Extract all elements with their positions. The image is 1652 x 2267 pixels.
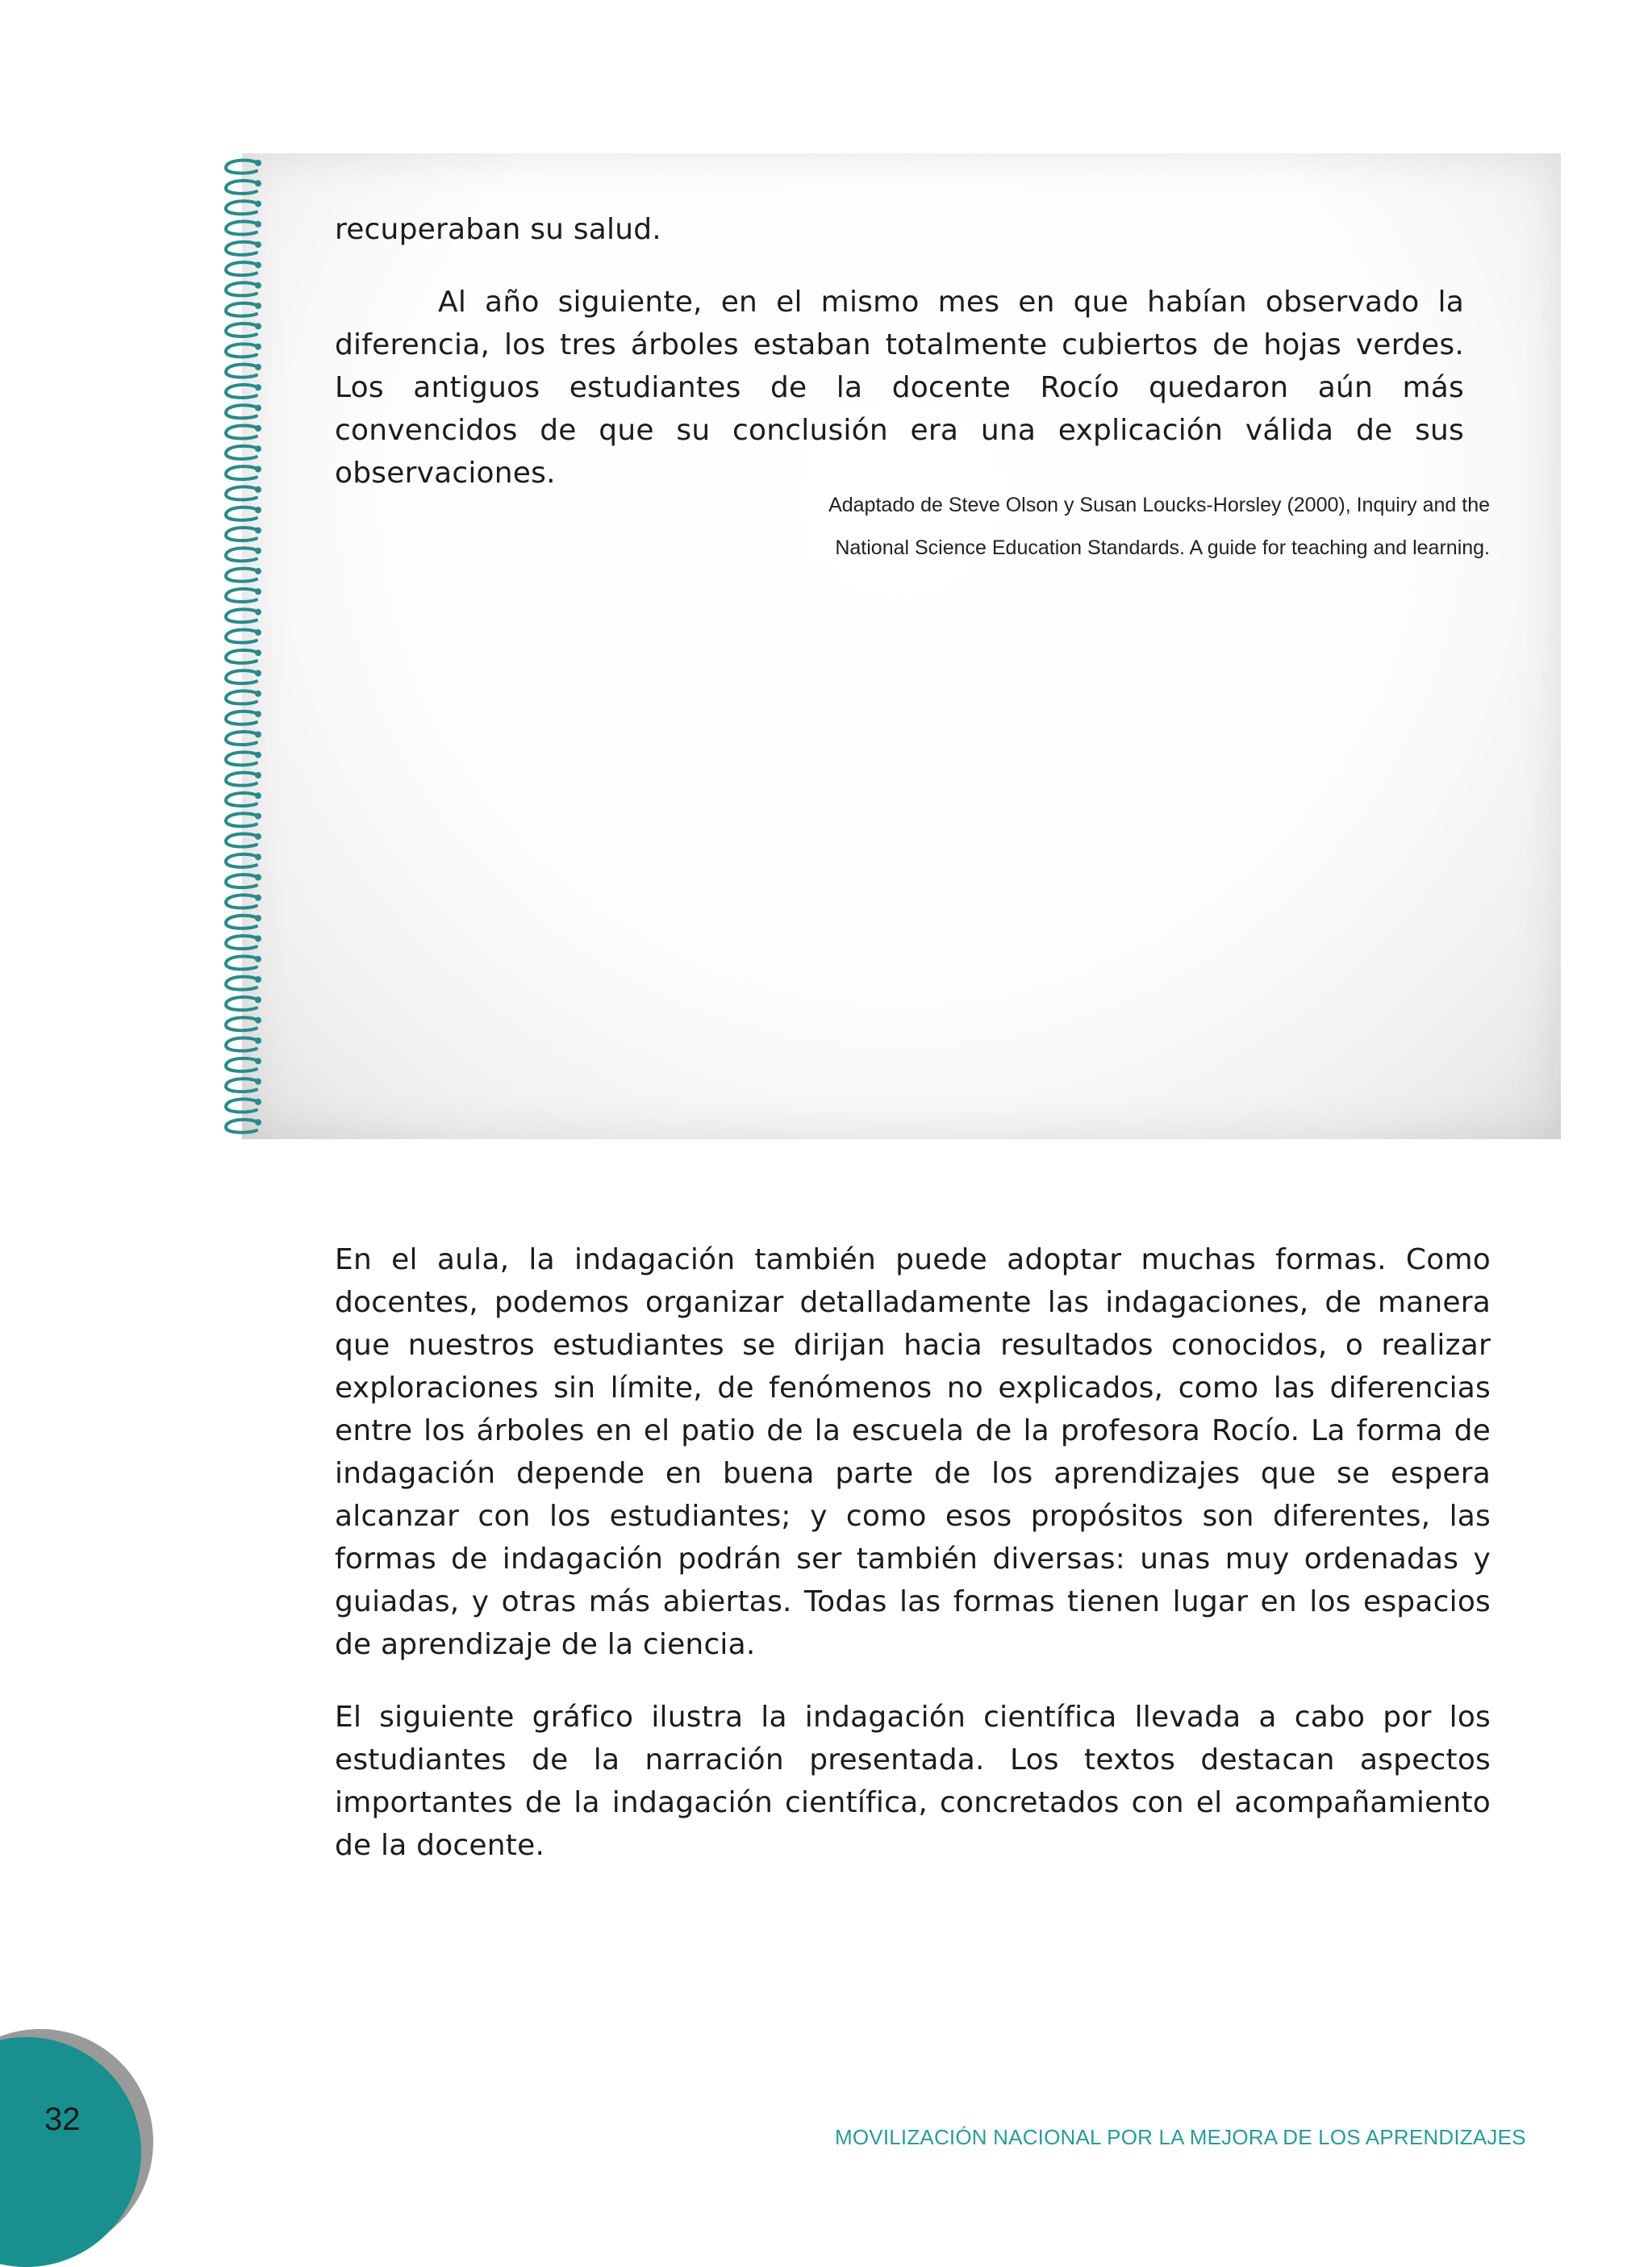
spiral-coil xyxy=(226,466,258,479)
spiral-coil xyxy=(226,324,258,336)
spiral-binding xyxy=(219,155,268,1139)
spiral-hole xyxy=(255,1058,261,1064)
spiral-hole xyxy=(255,996,261,1003)
spiral-coil xyxy=(226,875,258,887)
spiral-coil xyxy=(226,956,258,969)
spiral-coil xyxy=(226,732,258,745)
spiral-hole xyxy=(255,201,261,207)
citation-line-2: National Science Education Standards. A guide for teaching and learning. xyxy=(835,536,1490,559)
spiral-coil xyxy=(226,344,258,357)
spiral-coil xyxy=(226,282,258,295)
spiral-coil xyxy=(226,446,258,459)
spiral-hole xyxy=(255,833,261,840)
spiral-hole xyxy=(255,895,261,901)
spiral-coil xyxy=(226,486,258,499)
spiral-hole xyxy=(255,813,261,820)
spiral-coil xyxy=(226,650,258,663)
citation-line-1: Adaptado de Steve Olson y Susan Loucks-Horsley (2000), Inquiry and the xyxy=(828,494,1490,516)
spiral-coil xyxy=(226,569,258,582)
spiral-hole xyxy=(255,384,261,390)
spiral-coil xyxy=(226,1099,258,1112)
spiral-hole xyxy=(255,1037,261,1044)
spiral-hole xyxy=(255,282,261,289)
spiral-coil xyxy=(226,262,258,275)
spiral-coil xyxy=(226,691,258,703)
spiral-hole xyxy=(255,344,261,350)
spiral-coil xyxy=(226,385,258,398)
spiral-hole xyxy=(255,1079,261,1085)
spiral-hole xyxy=(255,262,261,269)
spiral-hole xyxy=(255,568,261,574)
spiral-hole xyxy=(255,875,261,881)
spiral-coil xyxy=(226,997,258,1010)
spiral-hole xyxy=(255,915,261,921)
spiral-hole xyxy=(255,364,261,370)
spiral-coil xyxy=(226,303,258,316)
spiral-coil xyxy=(226,242,258,255)
spiral-hole xyxy=(255,792,261,799)
spiral-coil xyxy=(226,507,258,520)
spiral-coil xyxy=(226,1058,258,1071)
spiral-hole xyxy=(255,670,261,677)
spiral-hole xyxy=(255,691,261,697)
spiral-hole xyxy=(255,527,261,533)
spiral-coil xyxy=(226,712,258,724)
footer-title: MOVILIZACIÓN NACIONAL POR LA MEJORA DE LOS APRENDIZAJES xyxy=(835,2125,1526,2149)
spiral-coil xyxy=(226,1079,258,1092)
spiral-coil xyxy=(226,895,258,908)
spiral-coil xyxy=(226,854,258,867)
spiral-hole xyxy=(255,303,261,309)
spiral-coil xyxy=(226,222,258,235)
spiral-coil xyxy=(226,670,258,683)
spiral-hole xyxy=(255,711,261,717)
spiral-hole xyxy=(255,323,261,329)
spiral-hole xyxy=(255,1099,261,1105)
spiral-coil xyxy=(226,405,258,418)
spiral-hole xyxy=(255,180,261,186)
spiral-coil xyxy=(226,365,258,378)
spiral-hole xyxy=(255,425,261,432)
spiral-hole xyxy=(255,854,261,860)
spiral-coil xyxy=(226,1038,258,1051)
spiral-coil xyxy=(226,426,258,439)
spiral-coil xyxy=(226,548,258,561)
spiral-coil xyxy=(226,528,258,541)
spiral-coil xyxy=(226,813,258,826)
body-paragraph-1: En el aula, la indagación también puede adoptar muchas formas. Como docentes, podemos organizar detalladamente las indagaciones, de manera que nuestros estudiantes se dirijan hacia resultados conocidos, o realizar exploraciones sin límite, de fenómenos no explicados, como las diferencias entre los árboles en el patio de la escuela de la profesora Rocío. La forma de indagación depende en buena parte de los aprendizajes que se espera alcanzar con los estudiantes; y como esos propósitos son diferentes, las formas de indagación podrán ser también diversas: unas muy ordenadas y guiadas, y otras más abiertas. Todas las formas tienen lugar en los espacios de aprendizaje de la ciencia. xyxy=(335,1243,1491,1661)
spiral-coil xyxy=(226,609,258,622)
citation xyxy=(694,484,1490,570)
spiral-hole xyxy=(255,160,261,166)
spiral-coil xyxy=(226,834,258,847)
spiral-hole xyxy=(255,1119,261,1125)
spiral-hole xyxy=(255,548,261,554)
spiral-hole xyxy=(255,588,261,595)
spiral-hole xyxy=(255,1017,261,1024)
spiral-hole xyxy=(255,629,261,636)
spiral-hole xyxy=(255,976,261,983)
spiral-hole xyxy=(255,507,261,513)
spiral-hole xyxy=(255,445,261,452)
spiral-hole xyxy=(255,405,261,411)
spiral-coil xyxy=(226,977,258,990)
spiral-hole xyxy=(255,731,261,737)
spiral-hole xyxy=(255,221,261,228)
spiral-hole xyxy=(255,486,261,493)
spiral-coil xyxy=(226,773,258,786)
spiral-coil xyxy=(226,793,258,806)
spiral-coil xyxy=(226,589,258,602)
notebook-paragraph: Al año siguiente, en el mismo mes en que habían observado la diferencia, los tres árboles estaban totalmente cubiertos de hojas verdes. Los antiguos estudiantes de la docente Rocío quedaron aún más convencidos de que su conclusión era una explicación válida de sus observaciones. xyxy=(335,286,1464,490)
spiral-hole xyxy=(255,241,261,248)
spiral-hole xyxy=(255,956,261,962)
spiral-coil xyxy=(226,752,258,765)
spiral-hole xyxy=(255,772,261,779)
spiral-coil xyxy=(226,1017,258,1030)
body-paragraph-2: El siguiente gráfico ilustra la indagación científica llevada a cabo por los estudiantes de la narración presentada. Los textos destacan aspectos importantes de la indagación científica, concretados con el acompañamiento de la docente. xyxy=(335,1701,1491,1862)
notebook-line-1: recuperaban su salud. xyxy=(335,213,661,246)
spiral-coil xyxy=(226,161,258,173)
spiral-coil xyxy=(226,201,258,214)
spiral-coil xyxy=(226,936,258,949)
spiral-hole xyxy=(255,466,261,473)
spiral-hole xyxy=(255,609,261,616)
spiral-hole xyxy=(255,935,261,941)
spiral-hole xyxy=(255,752,261,758)
spiral-coil xyxy=(226,1120,258,1133)
spiral-coil xyxy=(226,630,258,643)
spiral-hole xyxy=(255,649,261,656)
spiral-coil xyxy=(226,181,258,194)
page-number: 32 xyxy=(44,2102,81,2137)
spiral-coil xyxy=(226,916,258,929)
